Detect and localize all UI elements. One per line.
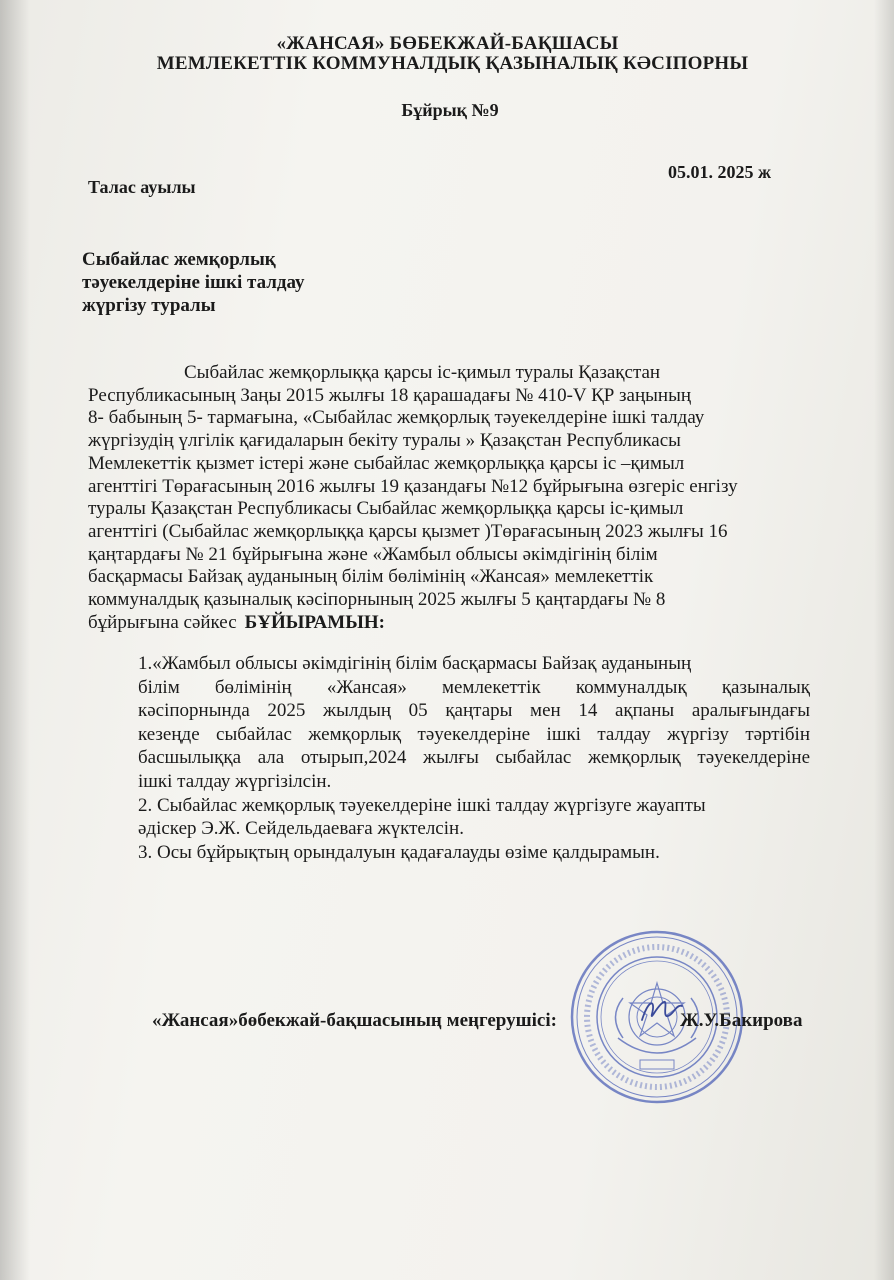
page-shadow-left	[0, 0, 30, 1280]
subject-line: жүргізу туралы	[82, 295, 216, 316]
preamble-line: қаңтардағы № 21 бұйрығына және «Жамбыл облысы әкімдігінің білім	[88, 543, 658, 565]
preamble	[88, 362, 828, 634]
preamble-line: 8- бабының 5- тармағына, «Сыбайлас жемқорлық тәуекелдеріне ішкі талдау	[88, 407, 705, 429]
item-1-line: білім бөлімінің «Жансая» мемлекеттік коммуналдық қазыналық	[138, 676, 810, 698]
preamble-line: коммуналдық қазыналық кәсіпорнының 2025 жылғы 5 қаңтардағы № 8	[88, 589, 666, 611]
org-name-line1: «ЖАНСАЯ» БӨБЕКЖАЙ-БАҚШАСЫ	[276, 33, 619, 54]
signatory-position: «Жансая»бөбекжай-бақшасының меңгерушісі:	[152, 1010, 557, 1031]
item-1-first-line: 1.«Жамбыл облысы әкімдігінің білім басқармасы Байзақ ауданының	[138, 653, 692, 674]
preamble-line: Сыбайлас жемқорлыққа қарсы іс-қимыл туралы Қазақстан	[184, 362, 661, 383]
order-word: БҰЙЫРАМЫН:	[244, 611, 385, 633]
item-2-line: 2. Сыбайлас жемқорлық тәуекелдеріне ішкі талдау жүргізуге жауапты	[138, 794, 706, 816]
item-3-line: 3. Осы бұйрықтың орындалуын қадағалауды өзіме қалдырамын.	[138, 841, 660, 863]
order-subject	[82, 248, 305, 317]
item-1-line: басшылыққа ала отырып,2024 жылғы сыбайлас жемқорлық тәуекелдеріне	[138, 747, 810, 769]
preamble-line: агенттігі (Сыбайлас жемқорлыққа қарсы қызмет )Төрағасының 2023 жылғы 16	[88, 520, 728, 542]
preamble-line: Республикасының Заңы 2015 жылғы 18 қарашадағы № 410-V ҚР заңының	[88, 384, 692, 406]
preamble-line: жүргізудің үлгілік қағидаларын бекіту туралы » Қазақстан Республикасы	[88, 430, 681, 452]
item-2-line: әдіскер Э.Ж. Сейдельдаеваға жүктелсін.	[138, 818, 464, 840]
signatory-name: Ж.У.Бакирова	[680, 1010, 803, 1031]
preamble-line: бұйрығына сәйкес	[88, 611, 237, 633]
preamble-line: Мемлекеттік қызмет істері және сыбайлас жемқорлыққа қарсы іс –қимыл	[88, 452, 685, 474]
item-1-line: кәсіпорнында 2025 жылдың 05 қаңтары мен 14 ақпаны аралығындағы	[138, 700, 810, 722]
place-of-issue: Талас ауылы	[88, 177, 196, 197]
order-date: 05.01. 2025 ж	[668, 162, 772, 182]
preamble-line: туралы Қазақстан Республикасы Сыбайлас жемқорлыққа қарсы іс-қимыл	[88, 498, 684, 520]
order-title: Бұйрық №9	[401, 100, 499, 120]
item-1-line: кезеңде сыбайлас жемқорлық тәуекелдеріне ішкі талдау жүргізу тәртібін	[138, 723, 810, 745]
org-name-line2: МЕМЛЕКЕТТІК КОММУНАЛДЫҚ ҚАЗЫНАЛЫҚ КӘСІПОРНЫ	[156, 53, 749, 74]
item-1-last-line: ішкі талдау жүргізілсін.	[138, 770, 332, 792]
preamble-line: басқармасы Байзақ ауданының білім бөлімінің «Жансая» мемлекеттік	[88, 566, 654, 588]
preamble-last-line	[88, 612, 828, 635]
subject-line: Сыбайлас жемқорлық	[82, 249, 276, 270]
page-shadow-right	[874, 0, 894, 1280]
order-items	[138, 652, 810, 864]
subject-line: тәуекелдеріне ішкі талдау	[82, 272, 305, 293]
preamble-line: агенттігі Төрағасының 2016 жылғы 19 қазандағы №12 бұйрығына өзгеріс енгізу	[88, 475, 738, 497]
